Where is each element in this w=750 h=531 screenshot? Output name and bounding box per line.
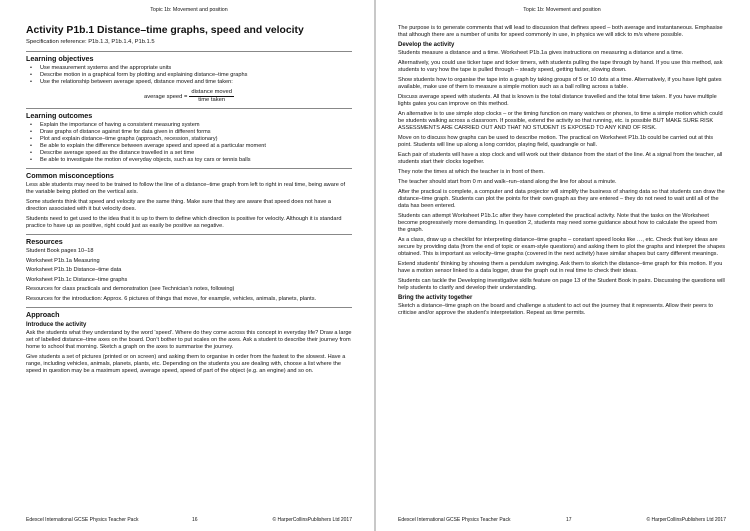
paragraph: As a class, draw up a checklist for interpreting distance–time graphs – constant speed looks like …, etc. Check that key ideas are secure by providing data (from the end of topic or exam-style questions) and asking them to plot the graphs and interpret the shapes obtained. This is important as velocity–time graphs (covered in the next activity) have similar shapes but carry different meanings. xyxy=(398,237,726,257)
formula-lhs: average speed = xyxy=(144,93,188,100)
objectives-list xyxy=(26,65,352,86)
paragraph: Students need to get used to the idea that it is up to them to define which direction is positive for velocity. Although it is standard practice to have up as positive, right could just as easily be positive as negative. xyxy=(26,216,342,229)
footer-title: Edexcel International GCSE Physics Teacher Pack xyxy=(398,517,511,523)
resource-item: Worksheet P1b.1b Distance–time data xyxy=(26,267,122,273)
resource-item: Resources for class practicals and demonstration (see Technician’s notes, following) xyxy=(26,286,235,292)
list-item: • Explain the importance of having a consistent measuring system xyxy=(26,122,352,129)
approach-heading: Approach xyxy=(26,307,352,319)
formula-fraction xyxy=(189,89,234,104)
resource-item: Worksheet P1b.1a Measuring xyxy=(26,257,100,264)
list-item: • Be able to investigate the motion of everyday objects, such as toy cars or tennis balls xyxy=(26,157,352,164)
objectives-heading: Learning objectives xyxy=(26,51,352,63)
page-footer xyxy=(398,517,726,523)
misconceptions-heading: Common misconceptions xyxy=(26,168,352,180)
page-footer xyxy=(26,517,352,523)
formula-numerator: distance moved xyxy=(191,89,232,95)
paragraph: An alternative is to use simple stop clocks – or the timing function on many watches or phones, to time a simple motion which could be students walking across a classroom. If possible, extend the activity so that running, etc. is possible BUT MAKE SURE RISK ASSESSMENTS ARE CARRIED OUT AND THAT NO STUDENT IS EXPOSED TO ANY KIND OF RISK. xyxy=(398,111,723,131)
footer-title: Edexcel International GCSE Physics Teacher Pack xyxy=(26,517,139,523)
resources-heading: Resources xyxy=(26,234,352,246)
page-number: 16 xyxy=(192,517,198,523)
resource-item: Worksheet P1b.1c Distance–time graphs xyxy=(26,276,128,283)
footer-copyright: © HarperCollinsPublishers Ltd 2017 xyxy=(272,517,352,523)
outcomes-heading: Learning outcomes xyxy=(26,108,352,120)
together-heading: Bring the activity together xyxy=(398,295,473,301)
right-page xyxy=(376,0,750,531)
footer-copyright: © HarperCollinsPublishers Ltd 2017 xyxy=(646,517,726,523)
left-page xyxy=(0,0,374,531)
paragraph: Move on to discuss how graphs can be used to describe motion. The practical on Worksheet P1b.1b could be carried out at this point. Students will line up along a long corridor, playing field, quadrangle or hall. xyxy=(398,135,714,148)
paragraph: Extend students’ thinking by showing them a pendulum swinging. Ask them to sketch the distance–time graph for this motion. If you have a motion sensor linked to a data logger, draw the graph out in real time to check their ideas. xyxy=(398,261,723,274)
paragraph: Some students think that speed and velocity are the same thing. Make sure that they are aware that speed does not have a direction associated with it but velocity does. xyxy=(26,199,332,212)
spec-reference: Specification reference: P1b.1.3, P1b.1.4, P1b.1.5 xyxy=(26,39,155,45)
list-item: • Use the relationship between average speed, distance moved and time taken: xyxy=(26,79,352,86)
resources-list xyxy=(26,248,352,303)
speed-formula xyxy=(26,89,352,104)
develop-heading: Develop the activity xyxy=(398,42,455,48)
paragraph: They note the times at which the teacher is in front of them. xyxy=(398,169,545,175)
list-item: • Describe motion in a graphical form by plotting and explaining distance–time graphs xyxy=(26,72,352,79)
paragraph: Discuss average speed with students. All that is known is the total distance travelled and the total time taken. If you have multiple lights gates you can improve on this method. xyxy=(398,94,717,107)
list-item: • Describe average speed as the distance travelled in a set time xyxy=(26,150,352,157)
paragraph: Sketch a distance–time graph on the board and challenge a student to act out the journey that it represents. Allow their peers to criticise and/or approve the student’s interpretation. Repeat as time permits. xyxy=(398,303,714,316)
paragraph: Students measure a distance and a time. Worksheet P1b.1a gives instructions on measuring a distance and a time. xyxy=(398,50,684,56)
outcomes-list xyxy=(26,122,352,164)
paragraph: Show students how to organise the tape into a graph by taking groups of 5 or 10 dots at a time. Alternatively, if you have light gates available, make use of them to measure a simple motion such as a ball rolling across a table. xyxy=(398,77,722,90)
paragraph: The purpose is to generate comments that will lead to discussion that defines speed – both average and instantaneous. Emphasise that although there are a number of units for speed commonly in use, in physics we will stick to m/s where possible. xyxy=(398,25,723,38)
paragraph: Give students a set of pictures (printed or on screen) and asking them to organise in order from the fastest to the slowest. Have a range, including vehicles, animals, planets, plants, etc. Depending on the students you are dealing with, choose a list where the speed in question may be a maximum speed, average speed, speed of part of the object (e.g. an engine) and so on. xyxy=(26,353,346,374)
paragraph: Each pair of students will have a stop clock and will work out their distance from the start of the line. At a signal from the teacher, all students start their clocks together. xyxy=(398,152,723,165)
paragraph: Ask the students what they understand by the word ‘speed’. Where do they come across this concept in everyday life? Draw a large set of labelled distance–time axes on the board. Don’t bother to put scales on the axes. Ask a student to describe their journey from home to school that morning. Sketch a graph on the axes to summarise the journey. xyxy=(26,329,352,350)
topic-header: Topic 1b: Movement and position xyxy=(150,7,228,13)
page-title: Activity P1b.1 Distance–time graphs, speed and velocity xyxy=(26,25,304,36)
paragraph: After the practical is complete, a computer and data projector will simplify the business of sharing data so that students can draw the distance–time graph. Students can plot the points for their own graph as they are entered – they do not need to wait until all of the data has been entered. xyxy=(398,189,725,209)
paragraph: Less able students may need to be trained to follow the line of a distance–time graph from left to right in real time, being aware of the variable being plotted on the vertical axis. xyxy=(26,182,346,195)
list-item: • Plot and explain distance–time graphs (approach, recession, stationary) xyxy=(26,136,352,143)
formula-denominator: time taken xyxy=(198,97,226,103)
topic-header: Topic 1b: Movement and position xyxy=(523,7,601,13)
list-item: • Draw graphs of distance against time for data given in different forms xyxy=(26,129,352,136)
list-item: • Use measurement systems and the appropriate units xyxy=(26,65,352,72)
intro-heading: Introduce the activity xyxy=(26,321,87,328)
list-item: • Be able to explain the difference between average speed and speed at a particular moment xyxy=(26,143,352,150)
page-number: 17 xyxy=(566,517,572,523)
paragraph: Students can attempt Worksheet P1b.1c after they have completed the practical activity. Note that the tasks on the Worksheet become progressively more demanding. In question 2, students may need some guidance about how to calculate the speed from the graph. xyxy=(398,213,718,233)
resource-item: Resources for the introduction: Approx. 6 pictures of things that move, for example, vehicles, animals, planets, plants. xyxy=(26,295,317,302)
paragraph: The teacher should start from 0 m and walk–run–stand along the line for about a minute. xyxy=(398,179,617,185)
paragraph: Alternatively, you could use ticker tape and ticker timers, with students pulling the tape through by hand. If you use this method, ask students to vary how the tape is pulled through – steady speed, getting faster, slowing down. xyxy=(398,60,723,73)
resource-item: Student Book pages 10–18 xyxy=(26,248,94,254)
paragraph: Students can tackle the Developing investigative skills feature on page 13 of the Student Book in pairs. Discussing the questions will help students to clarify and develop their understanding. xyxy=(398,278,725,291)
